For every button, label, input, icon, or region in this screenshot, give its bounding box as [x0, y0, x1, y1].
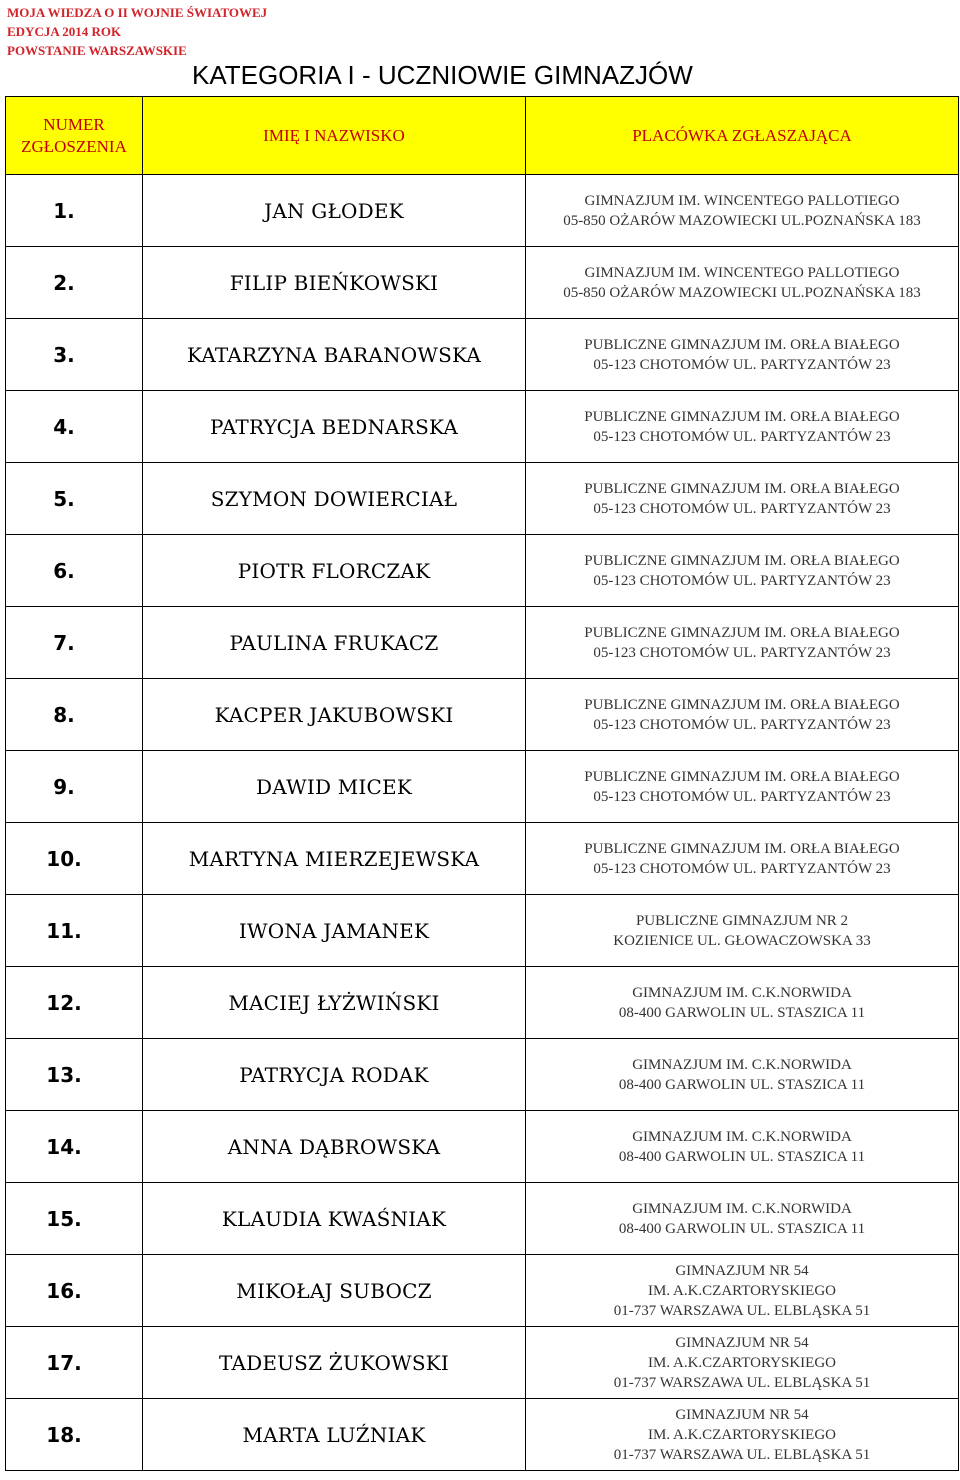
table-header-row	[6, 97, 959, 175]
school-line: IM. A.K.CZARTORYSKIEGO	[647, 1426, 836, 1443]
table-row	[6, 1183, 959, 1255]
school-line: GIMNAZJUM NR 54	[675, 1334, 809, 1351]
table-row	[6, 823, 959, 895]
school-line: PUBLICZNE GIMNAZJUM IM. ORŁA BIAŁEGO	[584, 408, 900, 425]
entry-number: 2.	[6, 247, 143, 319]
school-line: 05-123 CHOTOMÓW UL. PARTYZANTÓW 23	[593, 788, 891, 805]
column-header-school: PLACÓWKA ZGŁASZAJĄCA	[526, 97, 959, 175]
entry-number: 13.	[6, 1039, 143, 1111]
participant-name: MARTYNA MIERZEJEWSKA	[143, 823, 526, 895]
school-cell	[526, 535, 959, 607]
entry-number: 1.	[6, 175, 143, 247]
school-cell	[526, 1399, 959, 1471]
table-row	[6, 247, 959, 319]
competition-header	[7, 3, 267, 60]
table-row	[6, 319, 959, 391]
school-cell	[526, 1183, 959, 1255]
school-cell	[526, 967, 959, 1039]
school-line: PUBLICZNE GIMNAZJUM IM. ORŁA BIAŁEGO	[584, 768, 900, 785]
participant-name: TADEUSZ ŻUKOWSKI	[143, 1327, 526, 1399]
table-row	[6, 535, 959, 607]
participant-name: PATRYCJA BEDNARSKA	[143, 391, 526, 463]
entry-number: 16.	[6, 1255, 143, 1327]
school-line: 08-400 GARWOLIN UL. STASZICA 11	[618, 1076, 866, 1093]
table-row	[6, 391, 959, 463]
participant-name: KLAUDIA KWAŚNIAK	[143, 1183, 526, 1255]
table-row	[6, 1111, 959, 1183]
school-line: GIMNAZJUM IM. C.K.NORWIDA	[632, 1128, 852, 1145]
participant-name: KACPER JAKUBOWSKI	[143, 679, 526, 751]
entry-number: 7.	[6, 607, 143, 679]
school-line: PUBLICZNE GIMNAZJUM NR 2	[635, 912, 849, 929]
school-line: PUBLICZNE GIMNAZJUM IM. ORŁA BIAŁEGO	[584, 840, 900, 857]
participant-name: MARTA LUŹNIAK	[143, 1399, 526, 1471]
school-line: 05-123 CHOTOMÓW UL. PARTYZANTÓW 23	[593, 500, 891, 517]
school-cell	[526, 679, 959, 751]
school-cell	[526, 247, 959, 319]
header-line: MOJA WIEDZA O II WOJNIE ŚWIATOWEJ	[7, 5, 268, 20]
school-line: 05-123 CHOTOMÓW UL. PARTYZANTÓW 23	[593, 356, 891, 373]
header-line: EDYCJA 2014 ROK	[7, 24, 122, 39]
table-row	[6, 607, 959, 679]
entry-number: 8.	[6, 679, 143, 751]
school-cell	[526, 319, 959, 391]
entry-number: 11.	[6, 895, 143, 967]
school-line: 05-123 CHOTOMÓW UL. PARTYZANTÓW 23	[593, 572, 891, 589]
school-line: IM. A.K.CZARTORYSKIEGO	[647, 1354, 836, 1371]
school-line: 05-850 OŻARÓW MAZOWIECKI UL.POZNAŃSKA 183	[563, 284, 921, 301]
table-row	[6, 967, 959, 1039]
table-row	[6, 1399, 959, 1471]
school-cell	[526, 1039, 959, 1111]
school-cell	[526, 391, 959, 463]
school-line: GIMNAZJUM NR 54	[675, 1262, 809, 1279]
table-row	[6, 679, 959, 751]
participant-name: SZYMON DOWIERCIAŁ	[143, 463, 526, 535]
school-line: 05-123 CHOTOMÓW UL. PARTYZANTÓW 23	[593, 860, 891, 877]
school-line: PUBLICZNE GIMNAZJUM IM. ORŁA BIAŁEGO	[584, 552, 900, 569]
school-line: PUBLICZNE GIMNAZJUM IM. ORŁA BIAŁEGO	[584, 336, 900, 353]
entry-number: 9.	[6, 751, 143, 823]
school-line: 05-123 CHOTOMÓW UL. PARTYZANTÓW 23	[593, 716, 891, 733]
header-line: POWSTANIE WARSZAWSKIE	[7, 43, 187, 58]
school-line: GIMNAZJUM IM. WINCENTEGO PALLOTIEGO	[584, 264, 900, 281]
school-line: 05-850 OŻARÓW MAZOWIECKI UL.POZNAŃSKA 183	[563, 212, 921, 229]
table-row	[6, 895, 959, 967]
school-cell	[526, 175, 959, 247]
entry-number: 14.	[6, 1111, 143, 1183]
school-line: 01-737 WARSZAWA UL. ELBLĄSKA 51	[613, 1374, 871, 1391]
school-line: PUBLICZNE GIMNAZJUM IM. ORŁA BIAŁEGO	[584, 480, 900, 497]
school-line: GIMNAZJUM NR 54	[675, 1406, 809, 1423]
entry-number: 17.	[6, 1327, 143, 1399]
school-line: GIMNAZJUM IM. C.K.NORWIDA	[632, 984, 852, 1001]
school-cell	[526, 463, 959, 535]
school-cell	[526, 895, 959, 967]
school-line: 08-400 GARWOLIN UL. STASZICA 11	[618, 1004, 866, 1021]
school-cell	[526, 1255, 959, 1327]
entry-number: 6.	[6, 535, 143, 607]
school-line: 05-123 CHOTOMÓW UL. PARTYZANTÓW 23	[593, 644, 891, 661]
participant-name: PAULINA FRUKACZ	[143, 607, 526, 679]
school-line: PUBLICZNE GIMNAZJUM IM. ORŁA BIAŁEGO	[584, 696, 900, 713]
school-line: 01-737 WARSZAWA UL. ELBLĄSKA 51	[613, 1446, 871, 1463]
school-cell	[526, 823, 959, 895]
entry-number: 3.	[6, 319, 143, 391]
entry-number: 4.	[6, 391, 143, 463]
school-line: GIMNAZJUM IM. C.K.NORWIDA	[632, 1056, 852, 1073]
school-cell	[526, 1327, 959, 1399]
table-row	[6, 1327, 959, 1399]
school-line: 08-400 GARWOLIN UL. STASZICA 11	[618, 1148, 866, 1165]
table-row	[6, 1039, 959, 1111]
school-line: 08-400 GARWOLIN UL. STASZICA 11	[618, 1220, 866, 1237]
participant-name: IWONA JAMANEK	[143, 895, 526, 967]
participant-name: MACIEJ ŁYŻWIŃSKI	[143, 967, 526, 1039]
entry-number: 5.	[6, 463, 143, 535]
participant-name: MIKOŁAJ SUBOCZ	[143, 1255, 526, 1327]
participants-table	[5, 96, 959, 1471]
participant-name: ANNA DĄBROWSKA	[143, 1111, 526, 1183]
school-line: 05-123 CHOTOMÓW UL. PARTYZANTÓW 23	[593, 428, 891, 445]
page-title: KATEGORIA I - UCZNIOWIE GIMNAZJÓW	[192, 60, 693, 90]
participant-name: KATARZYNA BARANOWSKA	[143, 319, 526, 391]
table-row	[6, 751, 959, 823]
column-header-number: NUMER ZGŁOSZENIA	[6, 97, 143, 175]
table-row	[6, 175, 959, 247]
table-row	[6, 463, 959, 535]
participant-name: PATRYCJA RODAK	[143, 1039, 526, 1111]
table-row	[6, 1255, 959, 1327]
entry-number: 18.	[6, 1399, 143, 1471]
participant-name: DAWID MICEK	[143, 751, 526, 823]
entry-number: 10.	[6, 823, 143, 895]
school-line: PUBLICZNE GIMNAZJUM IM. ORŁA BIAŁEGO	[584, 624, 900, 641]
school-line: GIMNAZJUM IM. WINCENTEGO PALLOTIEGO	[584, 192, 900, 209]
participant-name: FILIP BIEŃKOWSKI	[143, 247, 526, 319]
entry-number: 12.	[6, 967, 143, 1039]
school-line: IM. A.K.CZARTORYSKIEGO	[647, 1282, 836, 1299]
participant-name: PIOTR FLORCZAK	[143, 535, 526, 607]
school-cell	[526, 607, 959, 679]
entry-number: 15.	[6, 1183, 143, 1255]
school-line: KOZIENICE UL. GŁOWACZOWSKA 33	[613, 932, 871, 949]
participant-name: JAN GŁODEK	[143, 175, 526, 247]
school-line: GIMNAZJUM IM. C.K.NORWIDA	[632, 1200, 852, 1217]
school-cell	[526, 1111, 959, 1183]
school-line: 01-737 WARSZAWA UL. ELBLĄSKA 51	[613, 1302, 871, 1319]
school-cell	[526, 751, 959, 823]
column-header-name: IMIĘ I NAZWISKO	[143, 97, 526, 175]
